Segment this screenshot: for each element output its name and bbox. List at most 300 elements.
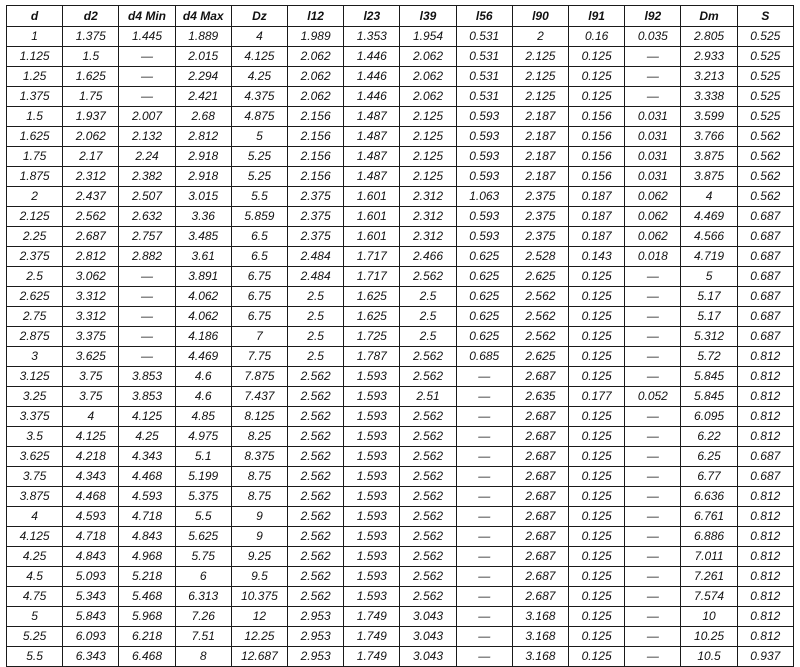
table-cell: 5: [231, 127, 287, 147]
table-cell: —: [119, 87, 175, 107]
table-cell: 3.043: [400, 627, 456, 647]
table-cell: 6.468: [119, 647, 175, 667]
table-cell: —: [625, 507, 681, 527]
table-cell: 0.125: [569, 347, 625, 367]
table-cell: 2.5: [288, 347, 344, 367]
table-cell: 4: [681, 187, 737, 207]
column-header: S: [737, 6, 793, 27]
table-cell: 0.143: [569, 247, 625, 267]
table-cell: 6.886: [681, 527, 737, 547]
table-cell: 0.125: [569, 567, 625, 587]
column-header: l12: [288, 6, 344, 27]
table-row: [7, 327, 794, 347]
dimension-table: [6, 5, 794, 667]
table-cell: 0.812: [737, 607, 793, 627]
table-cell: 0.031: [625, 107, 681, 127]
table-cell: 2.562: [512, 307, 568, 327]
table-cell: 2.421: [175, 87, 231, 107]
table-cell: 4.843: [63, 547, 119, 567]
table-cell: 2.5: [288, 307, 344, 327]
table-cell: 2.625: [512, 267, 568, 287]
table-cell: 3.853: [119, 387, 175, 407]
table-cell: 4: [231, 27, 287, 47]
table-cell: 3.625: [7, 447, 63, 467]
table-row: [7, 307, 794, 327]
table-cell: 7.51: [175, 627, 231, 647]
table-cell: 0.125: [569, 487, 625, 507]
table-cell: —: [456, 467, 512, 487]
table-cell: 3.25: [7, 387, 63, 407]
table-cell: 0.187: [569, 207, 625, 227]
table-cell: 0.687: [737, 307, 793, 327]
table-cell: 12: [231, 607, 287, 627]
table-cell: —: [456, 647, 512, 667]
table-cell: 2.812: [175, 127, 231, 147]
table-cell: 0.125: [569, 647, 625, 667]
table-cell: —: [625, 547, 681, 567]
table-cell: 1.889: [175, 27, 231, 47]
table-row: [7, 607, 794, 627]
table-cell: —: [456, 527, 512, 547]
table-cell: 2.562: [400, 567, 456, 587]
table-cell: 4.469: [175, 347, 231, 367]
table-cell: 1.875: [7, 167, 63, 187]
table-cell: 6.761: [681, 507, 737, 527]
table-cell: —: [625, 327, 681, 347]
table-row: [7, 427, 794, 447]
table-cell: 1.625: [344, 307, 400, 327]
table-cell: 6.77: [681, 467, 737, 487]
table-cell: 4.125: [63, 427, 119, 447]
table-cell: 2.5: [400, 287, 456, 307]
table-cell: 2.562: [400, 547, 456, 567]
table-cell: 0.125: [569, 87, 625, 107]
table-cell: 2.882: [119, 247, 175, 267]
table-cell: 0.031: [625, 127, 681, 147]
table-cell: 1.446: [344, 87, 400, 107]
table-cell: 0.687: [737, 267, 793, 287]
table-cell: 4.25: [231, 67, 287, 87]
table-cell: 1.601: [344, 227, 400, 247]
table-cell: 6.75: [231, 307, 287, 327]
table-header: [7, 6, 794, 27]
table-cell: —: [625, 447, 681, 467]
table-cell: 3.015: [175, 187, 231, 207]
table-cell: 2.562: [288, 387, 344, 407]
table-cell: 1.25: [7, 67, 63, 87]
table-cell: 5.312: [681, 327, 737, 347]
table-cell: 2.562: [400, 487, 456, 507]
table-cell: 9.5: [231, 567, 287, 587]
table-cell: 4.25: [7, 547, 63, 567]
table-cell: 0.062: [625, 207, 681, 227]
table-cell: 3.891: [175, 267, 231, 287]
table-cell: —: [625, 367, 681, 387]
table-cell: 0.593: [456, 107, 512, 127]
table-cell: 4.593: [119, 487, 175, 507]
column-header: d4 Min: [119, 6, 175, 27]
table-cell: 8.75: [231, 467, 287, 487]
table-cell: 3.375: [63, 327, 119, 347]
table-cell: —: [625, 407, 681, 427]
table-row: [7, 507, 794, 527]
table-row: [7, 467, 794, 487]
table-cell: 2.528: [512, 247, 568, 267]
table-cell: 1.593: [344, 387, 400, 407]
table-cell: 0.625: [456, 267, 512, 287]
table-cell: 2.187: [512, 147, 568, 167]
table-cell: 0.125: [569, 587, 625, 607]
table-cell: —: [625, 287, 681, 307]
table-cell: 1.593: [344, 567, 400, 587]
table-cell: 2.687: [512, 587, 568, 607]
table-cell: 8.25: [231, 427, 287, 447]
table-cell: 2.24: [119, 147, 175, 167]
table-cell: 2.312: [400, 207, 456, 227]
table-cell: 2.562: [288, 567, 344, 587]
table-cell: 0.125: [569, 547, 625, 567]
table-cell: 0.125: [569, 287, 625, 307]
table-row: [7, 407, 794, 427]
table-cell: 0.125: [569, 267, 625, 287]
table-cell: 2.5: [400, 327, 456, 347]
table-cell: 5.199: [175, 467, 231, 487]
table-cell: 2.562: [288, 507, 344, 527]
table-cell: 0.125: [569, 327, 625, 347]
table-cell: 2.375: [512, 187, 568, 207]
table-cell: —: [625, 67, 681, 87]
table-cell: 2.187: [512, 127, 568, 147]
table-cell: 3.875: [681, 167, 737, 187]
table-cell: —: [456, 627, 512, 647]
table-cell: 2.933: [681, 47, 737, 67]
table-cell: 0.531: [456, 67, 512, 87]
table-cell: 5.17: [681, 307, 737, 327]
table-cell: 0.525: [737, 67, 793, 87]
table-cell: 4.719: [681, 247, 737, 267]
table-cell: 0.156: [569, 107, 625, 127]
table-cell: 4.468: [63, 487, 119, 507]
table-row: [7, 347, 794, 367]
table-cell: —: [119, 307, 175, 327]
table-cell: 0.937: [737, 647, 793, 667]
table-row: [7, 107, 794, 127]
table-cell: 2.562: [288, 487, 344, 507]
table-row: [7, 187, 794, 207]
table-cell: —: [625, 647, 681, 667]
table-cell: 1.593: [344, 447, 400, 467]
table-cell: 7.26: [175, 607, 231, 627]
table-cell: 4.125: [119, 407, 175, 427]
table-cell: 0.687: [737, 227, 793, 247]
table-cell: 0.031: [625, 147, 681, 167]
table-cell: 7: [231, 327, 287, 347]
table-cell: 0.812: [737, 547, 793, 567]
table-cell: 2.062: [288, 47, 344, 67]
table-cell: 2.507: [119, 187, 175, 207]
table-cell: —: [625, 527, 681, 547]
table-cell: 1.601: [344, 187, 400, 207]
table-cell: 2.562: [288, 547, 344, 567]
column-header: l90: [512, 6, 568, 27]
table-cell: 2: [7, 187, 63, 207]
table-cell: 0.156: [569, 127, 625, 147]
table-cell: 8.75: [231, 487, 287, 507]
table-cell: 7.011: [681, 547, 737, 567]
table-cell: 1.725: [344, 327, 400, 347]
table-cell: 4.566: [681, 227, 737, 247]
table-cell: 3.312: [63, 287, 119, 307]
table-cell: 5.625: [175, 527, 231, 547]
table-cell: 0.062: [625, 187, 681, 207]
table-cell: 1.601: [344, 207, 400, 227]
table-cell: 5.343: [63, 587, 119, 607]
table-cell: 1.593: [344, 367, 400, 387]
table-row: [7, 87, 794, 107]
table-cell: 2.156: [288, 167, 344, 187]
column-header: l23: [344, 6, 400, 27]
table-cell: 3.043: [400, 647, 456, 667]
column-header: Dz: [231, 6, 287, 27]
table-row: [7, 587, 794, 607]
table-cell: 2.562: [288, 367, 344, 387]
table-cell: 10.25: [681, 627, 737, 647]
table-cell: —: [456, 547, 512, 567]
table-cell: 5.75: [175, 547, 231, 567]
table-cell: 4.843: [119, 527, 175, 547]
table-cell: 5.25: [7, 627, 63, 647]
table-cell: 1.593: [344, 507, 400, 527]
table-cell: 4.343: [63, 467, 119, 487]
table-cell: 2.687: [512, 367, 568, 387]
table-cell: 2.687: [512, 507, 568, 527]
table-cell: 3.599: [681, 107, 737, 127]
table-cell: 2.125: [512, 47, 568, 67]
table-cell: 1: [7, 27, 63, 47]
table-cell: 3.338: [681, 87, 737, 107]
table-cell: 0.593: [456, 127, 512, 147]
table-cell: 0.125: [569, 447, 625, 467]
table-cell: 2.562: [512, 327, 568, 347]
table-cell: 2.375: [288, 207, 344, 227]
table-cell: 7.261: [681, 567, 737, 587]
table-cell: 0.562: [737, 127, 793, 147]
table-cell: 2.437: [63, 187, 119, 207]
table-cell: 2.687: [512, 467, 568, 487]
table-cell: 2.5: [288, 287, 344, 307]
table-cell: 0.812: [737, 487, 793, 507]
table-cell: 1.445: [119, 27, 175, 47]
table-cell: 4.968: [119, 547, 175, 567]
table-cell: 0.812: [737, 387, 793, 407]
table-cell: 1.787: [344, 347, 400, 367]
table-cell: 1.717: [344, 267, 400, 287]
table-cell: 2.312: [63, 167, 119, 187]
table-cell: 0.187: [569, 227, 625, 247]
table-row: [7, 47, 794, 67]
table-cell: 2.187: [512, 167, 568, 187]
table-cell: 2.562: [400, 467, 456, 487]
table-row: [7, 567, 794, 587]
table-cell: 3.375: [7, 407, 63, 427]
table-cell: 0.812: [737, 507, 793, 527]
table-cell: 4.186: [175, 327, 231, 347]
column-header: d4 Max: [175, 6, 231, 27]
table-cell: 2.5: [7, 267, 63, 287]
table-cell: —: [625, 267, 681, 287]
table-cell: 1.593: [344, 467, 400, 487]
table-cell: 5.5: [231, 187, 287, 207]
table-cell: 0.812: [737, 587, 793, 607]
table-cell: —: [625, 87, 681, 107]
table-cell: 4.6: [175, 387, 231, 407]
table-cell: 3.36: [175, 207, 231, 227]
table-cell: 0.625: [456, 327, 512, 347]
table-cell: 0.16: [569, 27, 625, 47]
table-row: [7, 527, 794, 547]
table-cell: 4.469: [681, 207, 737, 227]
table-cell: 2.562: [400, 267, 456, 287]
table-cell: 5.1: [175, 447, 231, 467]
table-cell: 1.375: [63, 27, 119, 47]
table-cell: 0.562: [737, 187, 793, 207]
table-cell: 0.625: [456, 307, 512, 327]
table-cell: 2.132: [119, 127, 175, 147]
table-cell: 0.156: [569, 167, 625, 187]
table-cell: 2.687: [512, 447, 568, 467]
table-cell: 2.375: [288, 227, 344, 247]
table-cell: 1.625: [344, 287, 400, 307]
table-cell: 3.485: [175, 227, 231, 247]
table-cell: 5: [7, 607, 63, 627]
table-cell: 0.593: [456, 207, 512, 227]
table-row: [7, 147, 794, 167]
table-cell: 0.125: [569, 527, 625, 547]
table-cell: 2.062: [400, 47, 456, 67]
table-cell: 2.562: [400, 347, 456, 367]
table-cell: 2.562: [400, 407, 456, 427]
table-cell: 0.125: [569, 47, 625, 67]
table-cell: 0.812: [737, 627, 793, 647]
table-cell: 2.375: [7, 247, 63, 267]
table-cell: —: [625, 567, 681, 587]
table-cell: 2.562: [288, 587, 344, 607]
table-cell: 3.125: [7, 367, 63, 387]
table-cell: 1.749: [344, 627, 400, 647]
table-cell: 0.687: [737, 247, 793, 267]
table-cell: 0.812: [737, 567, 793, 587]
table-row: [7, 27, 794, 47]
table-row: [7, 547, 794, 567]
table-cell: 2.805: [681, 27, 737, 47]
table-cell: 1.593: [344, 407, 400, 427]
table-cell: 3.853: [119, 367, 175, 387]
table-cell: 2.062: [288, 87, 344, 107]
table-cell: 3.168: [512, 607, 568, 627]
table-cell: 1.5: [63, 47, 119, 67]
table-cell: 5.218: [119, 567, 175, 587]
table-cell: 2.625: [7, 287, 63, 307]
table-cell: 4.375: [231, 87, 287, 107]
table-cell: 4.468: [119, 467, 175, 487]
column-header: l92: [625, 6, 681, 27]
table-cell: —: [456, 607, 512, 627]
table-cell: —: [119, 67, 175, 87]
table-cell: 2.687: [512, 527, 568, 547]
table-row: [7, 167, 794, 187]
table-cell: 4: [7, 507, 63, 527]
table-cell: 2.562: [400, 587, 456, 607]
table-cell: 3.875: [7, 487, 63, 507]
table-cell: 5.5: [175, 507, 231, 527]
table-cell: 2.156: [288, 147, 344, 167]
header-row: [7, 6, 794, 27]
table-cell: —: [456, 567, 512, 587]
table-cell: 2.687: [512, 407, 568, 427]
table-cell: 2.562: [400, 367, 456, 387]
table-cell: —: [625, 607, 681, 627]
table-cell: 0.525: [737, 107, 793, 127]
column-header: l91: [569, 6, 625, 27]
table-cell: —: [456, 587, 512, 607]
table-cell: 2.156: [288, 107, 344, 127]
table-cell: 0.125: [569, 67, 625, 87]
table-cell: 1.75: [7, 147, 63, 167]
table-cell: 3.168: [512, 627, 568, 647]
table-cell: 7.875: [231, 367, 287, 387]
table-cell: 2.562: [63, 207, 119, 227]
table-cell: —: [625, 487, 681, 507]
table-cell: 2.687: [63, 227, 119, 247]
table-cell: 0.687: [737, 287, 793, 307]
column-header: d2: [63, 6, 119, 27]
table-cell: 1.625: [63, 67, 119, 87]
table-cell: 1.487: [344, 107, 400, 127]
table-cell: 0.125: [569, 627, 625, 647]
table-cell: 4.062: [175, 287, 231, 307]
table-cell: 6.5: [231, 227, 287, 247]
table-cell: —: [456, 387, 512, 407]
table-cell: 0.562: [737, 147, 793, 167]
table-cell: —: [119, 47, 175, 67]
table-cell: 2.312: [400, 227, 456, 247]
table-cell: 3: [7, 347, 63, 367]
table-cell: —: [456, 447, 512, 467]
table-cell: 1.353: [344, 27, 400, 47]
table-cell: 6.636: [681, 487, 737, 507]
table-cell: 4.343: [119, 447, 175, 467]
table-cell: —: [456, 367, 512, 387]
table-cell: 3.766: [681, 127, 737, 147]
table-cell: 1.593: [344, 487, 400, 507]
table-row: [7, 247, 794, 267]
table-cell: 0.187: [569, 187, 625, 207]
table-cell: 1.375: [7, 87, 63, 107]
table-cell: 4.85: [175, 407, 231, 427]
table-cell: 2.062: [63, 127, 119, 147]
table-cell: 3.75: [7, 467, 63, 487]
table-cell: 2.375: [288, 187, 344, 207]
table-cell: 4.975: [175, 427, 231, 447]
table-cell: 2.375: [512, 207, 568, 227]
table-cell: 2.953: [288, 607, 344, 627]
table-cell: 9: [231, 507, 287, 527]
table-cell: 0.531: [456, 87, 512, 107]
table-cell: 2.125: [400, 127, 456, 147]
table-cell: 0.812: [737, 407, 793, 427]
table-cell: 0.125: [569, 367, 625, 387]
table-cell: 2.484: [288, 247, 344, 267]
